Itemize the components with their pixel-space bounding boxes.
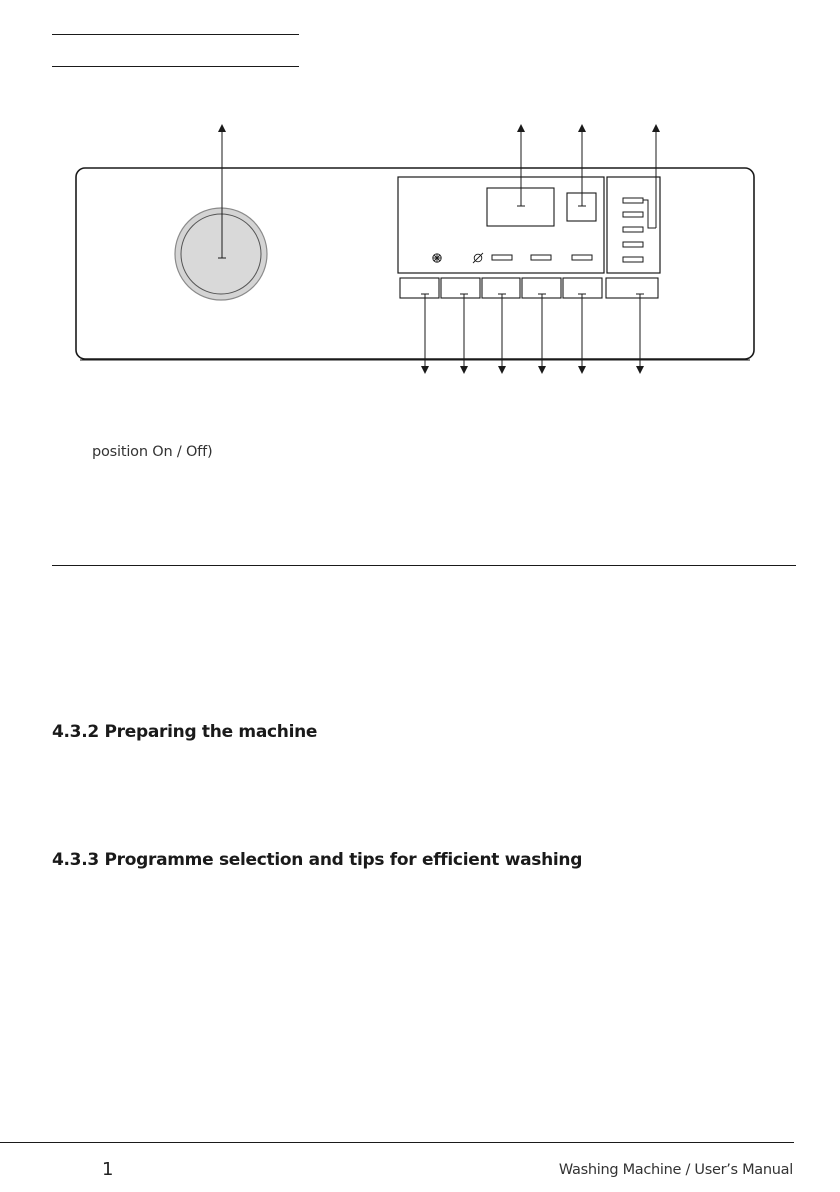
panel-button	[400, 278, 439, 298]
caption-position-text: position On / Off)	[92, 444, 213, 460]
indicator-slot	[531, 255, 551, 260]
footer-manual-title: Washing Machine / User’s Manual	[558, 1162, 793, 1178]
indicator-slot	[572, 255, 592, 260]
button-row	[400, 278, 658, 298]
panel-button	[482, 278, 520, 298]
panel-button	[441, 278, 480, 298]
section-divider	[52, 565, 796, 566]
heading-preparing-machine: 4.3.2 Preparing the machine	[52, 722, 318, 742]
heading-programme-selection: 4.3.3 Programme selection and tips for efficient washing	[52, 850, 583, 870]
programme-selector-knob	[175, 208, 267, 300]
page-number: 1	[102, 1159, 114, 1180]
control-panel-diagram	[0, 0, 840, 380]
snowflake-icon	[433, 254, 441, 262]
indicator-slot	[492, 255, 512, 260]
footer-rule	[0, 1142, 794, 1143]
option-indicator-group	[607, 177, 660, 273]
panel-button	[606, 278, 658, 298]
